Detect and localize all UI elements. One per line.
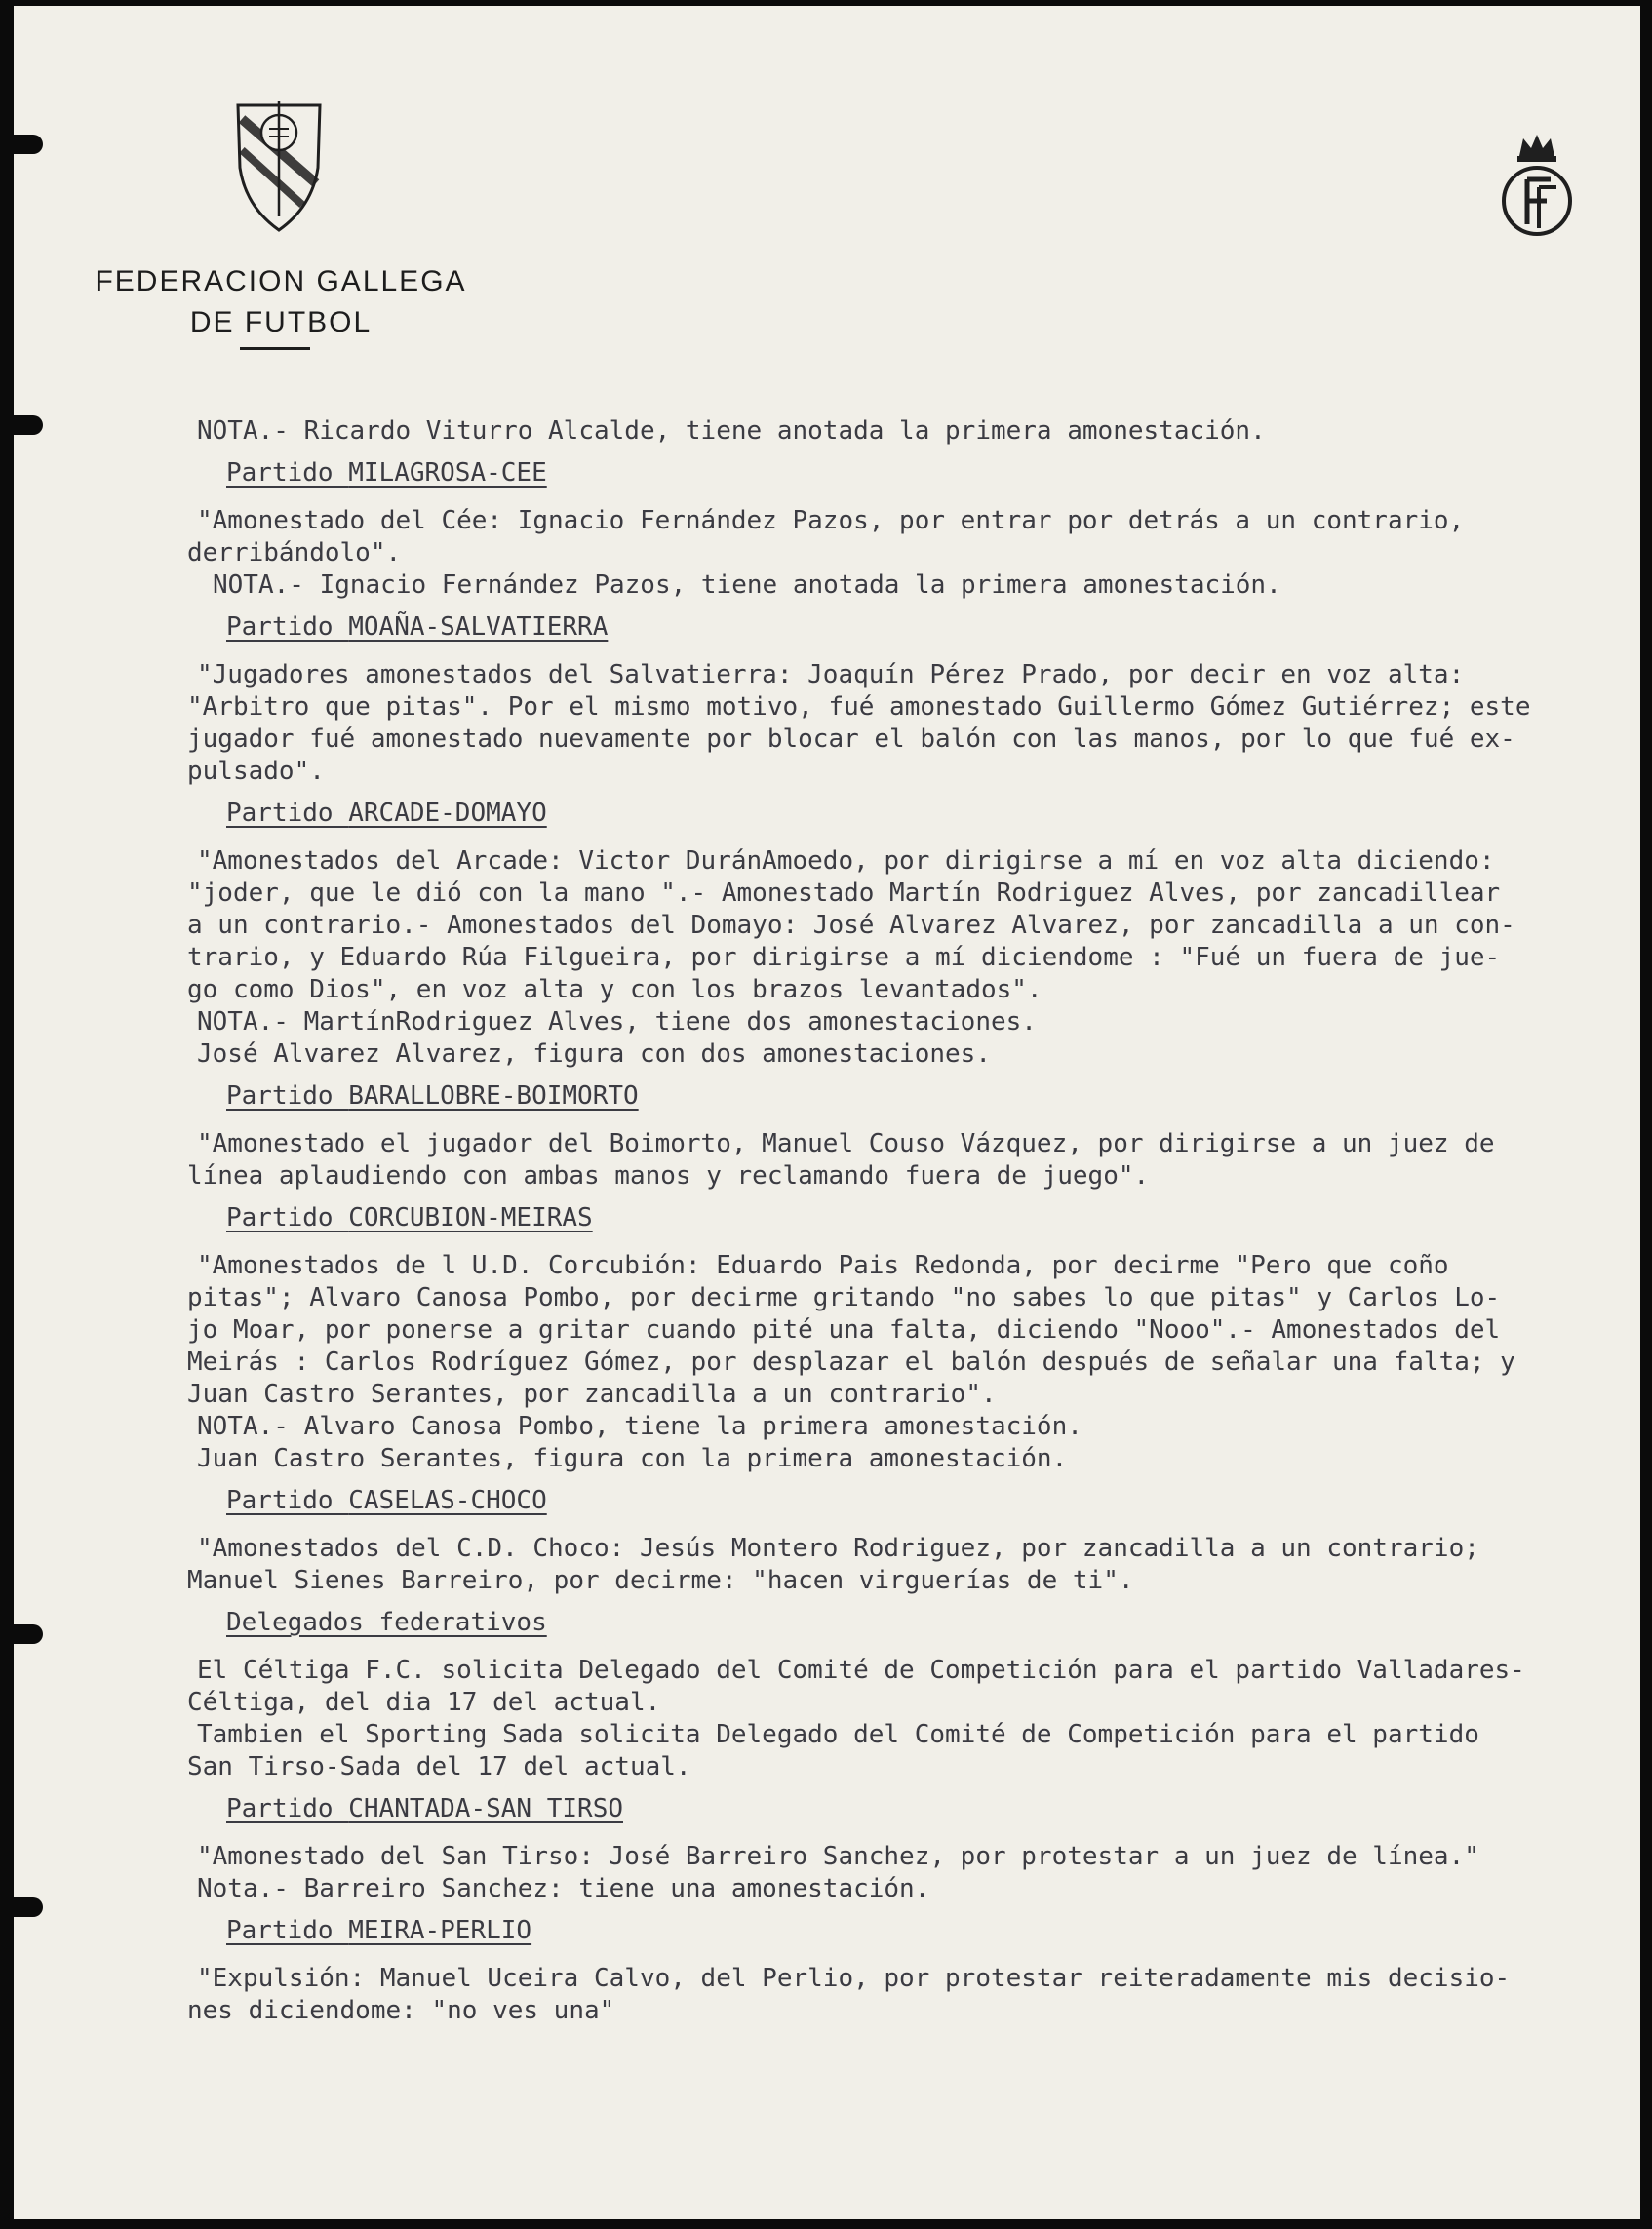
text-line: "Amonestado el jugador del Boimorto, Manuel Couso Vázquez, por dirigirse a un juez de: [197, 1129, 1495, 1158]
text-line: NOTA.- MartínRodriguez Alves, tiene dos amonestaciones.: [197, 1007, 1037, 1036]
text-line: go como Dios", en voz alta y con los brazos levantados".: [187, 975, 1042, 1004]
section-heading: [226, 1793, 1621, 1825]
section-heading-title: CORCUBION-MEIRAS: [348, 1203, 593, 1232]
text-line: "Amonestado del San Tirso: José Barreiro Sanchez, por protestar a un juez de línea.": [197, 1842, 1479, 1871]
section-heading-prefix: Partido: [226, 799, 349, 828]
federation-name-line1: FEDERACION GALLEGA: [95, 265, 467, 297]
text-line: Manuel Sienes Barreiro, por decirme: "hacen virguerías de ti".: [187, 1566, 1134, 1595]
text-line: trario, y Eduardo Rúa Filgueira, por dirigirse a mí diciendome : "Fué un fuera de jue-: [187, 943, 1501, 972]
text-line: NOTA.- Ignacio Fernández Pazos, tiene anotada la primera amonestación.: [213, 570, 1281, 600]
section-heading-title: CHANTADA-SAN TIRSO: [348, 1794, 623, 1823]
punch-hole: [14, 1624, 43, 1644]
text-line: "joder, que le dió con la mano ".- Amonestado Martín Rodriguez Alves, por zancadillear: [187, 879, 1501, 908]
section-heading-prefix: Partido: [226, 458, 349, 488]
federation-name-line2: DE FUTBOL: [189, 306, 373, 338]
section-heading: [226, 1080, 1621, 1113]
section-heading-title: ARCADE-DOMAYO: [348, 799, 547, 828]
section-heading-title: MILAGROSA-CEE: [348, 458, 547, 488]
text-line: "Jugadores amonestados del Salvatierra: Joaquín Pérez Prado, por decir en voz alta:: [197, 660, 1465, 689]
text-line: Tambien el Sporting Sada solicita Delegado del Comité de Competición para el partido: [197, 1720, 1479, 1749]
section-heading-prefix: Partido: [226, 612, 349, 642]
text-line: "Amonestados de l U.D. Corcubión: Eduardo Pais Redonda, por decirme "Pero que coño: [197, 1251, 1449, 1280]
text-line: jo Moar, por ponerse a gritar cuando pité una falta, diciendo "Nooo".- Amonestados del: [187, 1315, 1501, 1345]
text-line: Juan Castro Serantes, figura con la primera amonestación.: [197, 1444, 1068, 1473]
text-line: nes diciendome: "no ves una": [187, 1996, 615, 2025]
header-divider: [240, 347, 310, 350]
text-line: "Amonestados del Arcade: Victor DuránAmoedo, por dirigirse a mí en voz alta diciendo:: [197, 846, 1495, 876]
section-heading: [226, 611, 1621, 644]
section-heading-title: MOAÑA-SALVATIERRA: [348, 612, 609, 642]
section-heading: [226, 798, 1621, 830]
text-line: línea aplaudiendo con ambas manos y reclamando fuera de juego".: [187, 1161, 1150, 1191]
text-line: "Amonestados del C.D. Choco: Jesús Montero Rodriguez, por zancadilla a un contrario;: [197, 1534, 1479, 1563]
text-line: jugador fué amonestado nuevamente por blocar el balón con las manos, por lo que fué ex-: [187, 724, 1515, 754]
text-line: José Alvarez Alvarez, figura con dos amonestaciones.: [197, 1039, 991, 1069]
section-heading-title: CASELAS-CHOCO: [348, 1486, 547, 1515]
section-heading-title: MEIRA-PERLIO: [348, 1916, 532, 1945]
section-heading: [226, 1607, 1621, 1639]
document-body: [187, 415, 1621, 2027]
text-line: NOTA.- Alvaro Canosa Pombo, tiene la primera amonestación.: [197, 1412, 1082, 1441]
section-heading: [226, 457, 1621, 489]
punch-hole: [14, 415, 43, 435]
text-line: derribándolo".: [187, 538, 402, 567]
text-line: "Arbitro que pitas". Por el mismo motivo, fué amonestado Guillermo Gómez Gutiérrez; este: [187, 692, 1531, 722]
section-heading-prefix: Partido: [226, 1794, 349, 1823]
document-page: [14, 6, 1640, 2219]
federation-name: [86, 261, 476, 343]
section-heading-prefix: Partido: [226, 1081, 349, 1111]
text-line: "Expulsión: Manuel Uceira Calvo, del Perlio, por protestar reiteradamente mis decisio-: [197, 1964, 1511, 1993]
text-line: San Tirso-Sada del 17 del actual.: [187, 1752, 691, 1781]
section-heading-prefix: Partido: [226, 1203, 349, 1232]
text-line: pitas"; Alvaro Canosa Pombo, por decirme gritando "no sabes lo que pitas" y Carlos Lo-: [187, 1283, 1501, 1312]
federation-shield-logo: [234, 99, 324, 234]
section-heading-title: BARALLOBRE-BOIMORTO: [348, 1081, 639, 1111]
section-heading: [226, 1485, 1621, 1517]
text-line: pulsado".: [187, 757, 325, 786]
text-line: a un contrario.- Amonestados del Domayo: José Alvarez Alvarez, por zancadilla a un con-: [187, 911, 1515, 940]
text-line: El Céltiga F.C. solicita Delegado del Comité de Competición para el partido Valladares-: [197, 1656, 1525, 1685]
punch-hole: [14, 135, 43, 154]
text-line: NOTA.- Ricardo Viturro Alcalde, tiene anotada la primera amonestación.: [197, 416, 1266, 446]
rfef-crown-crest-logo: [1496, 127, 1578, 242]
text-line: Céltiga, del dia 17 del actual.: [187, 1688, 661, 1717]
section-heading: [226, 1202, 1621, 1234]
text-line: Juan Castro Serantes, por zancadilla a un contrario".: [187, 1380, 997, 1409]
text-line: Nota.- Barreiro Sanchez: tiene una amonestación.: [197, 1874, 930, 1903]
section-heading-title: Delegados federativos: [226, 1608, 547, 1637]
section-heading: [226, 1915, 1621, 1947]
text-line: Meirás : Carlos Rodríguez Gómez, por desplazar el balón después de señalar una falta; y: [187, 1348, 1515, 1377]
section-heading-prefix: Partido: [226, 1486, 349, 1515]
text-line: "Amonestado del Cée: Ignacio Fernández Pazos, por entrar por detrás a un contrario,: [197, 506, 1465, 535]
section-heading-prefix: Partido: [226, 1916, 349, 1945]
punch-hole: [14, 1897, 43, 1917]
